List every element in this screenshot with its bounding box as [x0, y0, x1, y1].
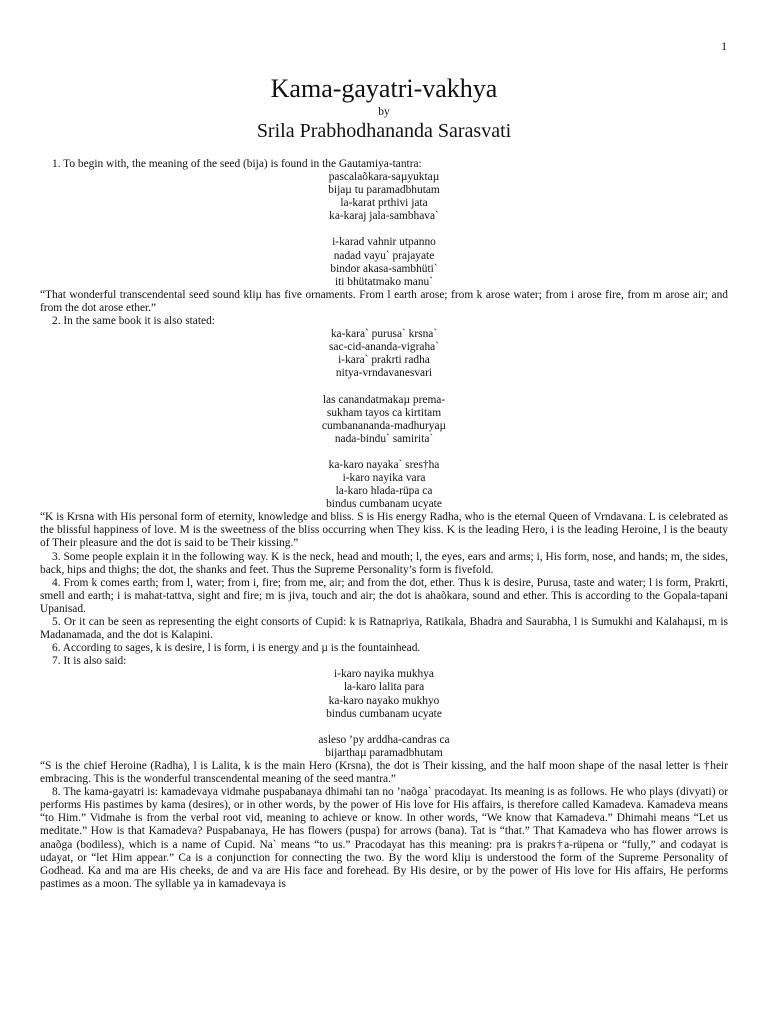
- numbered-paragraph: 2. In the same book it is also stated:: [52, 315, 215, 328]
- verse-line: ka-karaj jala-sambhava`: [329, 210, 439, 223]
- verse-line: i-karad vahnir utpanno: [332, 236, 436, 249]
- verse-line: ka-karo nayako mukhyo: [328, 694, 440, 707]
- page-number: 1: [721, 41, 727, 53]
- numbered-paragraph: 4. From k comes earth; from l, water; from i, fire; from me, air; and from the dot, ether. Thus k is desire, Purusa, taste and water; l is form, Prakrti, smell and earth; i is mahat-tattva, sight and fire; m is jiva, touch and air; the dot is ahaõkara, sound and ether. This is according to the Gopala-tapani Upanisad.: [40, 576, 728, 615]
- verse-line: i-karo nayika vara: [342, 471, 426, 484]
- verse-line: bindor akasa-sambhüti`: [330, 262, 438, 275]
- numbered-paragraph: 6. According to sages, k is desire, l is form, i is energy and µ is the fountainhead.: [52, 642, 421, 655]
- stanza-gap: [40, 721, 728, 734]
- verse-line: i-kara` prakrti radha: [338, 354, 430, 367]
- numbered-paragraph: 1. To begin with, the meaning of the seed (bija) is found in the Gautamiya-tantra:: [52, 158, 422, 170]
- quote-paragraph: “S is the chief Heroine (Radha), l is Lalita, k is the main Hero (Krsna), the dot is Their kissing, and the half moon shape of the nasal letter is †heir embracing. This is the wonderful transcendental meaning of the seed mantra.”: [40, 759, 728, 786]
- numbered-paragraph: 5. Or it can be seen as representing the eight consorts of Cupid: k is Ratnapriya, Ratikala, Bhadra and Saurabha, l is Sumukhi and Kalahaµsi, m is Madanamada, and the dot is Kalapini.: [40, 616, 728, 642]
- verse-line: bindus cumbanam ucyate: [326, 707, 442, 720]
- byline: by: [378, 106, 390, 118]
- verse-line: pascalaõkara-saµyuktaµ: [328, 171, 440, 184]
- verse-line: ka-kara` purusa` krsna`: [330, 328, 438, 341]
- verse-line: bijaµ tu paramadbhutam: [328, 184, 440, 197]
- verse-line: la-karo hlada-rüpa ca: [335, 485, 433, 498]
- verse-line: sac-cid-ananda-vigraha`: [328, 341, 440, 354]
- stanza-gap: [40, 223, 728, 236]
- verse-line: i-karo nayika mukhya: [334, 668, 434, 681]
- verse-line: nitya-vrndavanesvari: [335, 367, 433, 380]
- stanza-gap: [40, 381, 728, 394]
- stanza-gap: [40, 446, 728, 459]
- numbered-paragraph: 7. It is also said:: [52, 655, 127, 668]
- verse-line: cumbanananda-madhuryaµ: [321, 419, 447, 432]
- verse-line: iti bhütatmako manu`: [334, 275, 434, 288]
- verse-line: ka-karo nayaka` sres†ha: [328, 458, 440, 471]
- numbered-paragraph: 3. Some people explain it in the following way. K is the neck, head and mouth; l, the eyes, ears and arms; i, His form, nose, and hands; m, the sides, back, hips and thighs; the dot, the shanks and feet. Thus the Supreme Personality’s form is fivefold.: [40, 550, 728, 576]
- quote-paragraph: “That wonderful transcendental seed sound kliµ has five ornaments. From l earth arose; from k arose water; from i arose fire, from m arose air; and from the dot arose ether.”: [40, 288, 728, 314]
- verse-line: sukham tayos ca kirtitam: [326, 406, 442, 419]
- verse-line: la-karo lalita para: [343, 681, 425, 694]
- verse-line: nada-bindu` samirita`: [334, 432, 434, 445]
- author-name: Srila Prabhodhananda Sarasvati: [256, 120, 512, 142]
- numbered-paragraph: 8. The kama-gayatri is: kamadevaya vidmahe puspabanaya dhimahi tan no ’naõga` pracodayat. Its meaning is as follows. He who plays (divyati) or performs His pastimes by kama (desires), or in other words, by the power of His love for His affairs, is therefore called Kamadeva. Kamadeva means “to Him.” Vidmahe is from the verbal root vid, meaning to achieve or know. In other words, “We know that Kamadeva.” Dhimahi means “Let us meditate.” How is that Kamadeva? Puspabanaya, He has flowers (puspa) for arrows (bana). Tat is “that.” That Kamadeva who has flower arrows is anaõga (bodiless), which is a name of Cupid. Na` means “to us.” Pracodayat has this meaning: pra is prakrs†a-rüpena or “fully,” and codayat is udayat, or “let Him appear.” Ca is a conjunction for connecting the two. By the word kliµ is understood the form of the Supreme Personality of Godhead. Ka and ma are His cheeks, de and va are His face and forehead. By His desire, or by the power of His love for His affairs, He performs pastimes as a moon. The syllable ya in kamadevaya is: [40, 786, 728, 890]
- verse-line: la-karat prthivi jata: [340, 197, 428, 210]
- verse-line: las canandatmakaµ prema-: [322, 393, 446, 406]
- verse-line: nadad vayu` prajayate: [333, 249, 435, 262]
- verse-line: bijarthaµ paramadbhutam: [325, 746, 443, 759]
- verse-line: bindus cumbanam ucyate: [326, 498, 442, 511]
- document-body: [40, 158, 728, 891]
- verse-line: asleso ’py arddha-candras ca: [318, 733, 450, 746]
- quote-paragraph: “K is Krsna with His personal form of eternity, knowledge and bliss. S is His energy Radha, who is the eternal Queen of Vrndavana. L is celebrated as the blissful happiness of love. M is the sweetness of the bliss occurring when They kiss. K is the leading Hero, i is the leading Heroine, l is the beauty of Their pleasure and the dot is said to be Their kissing.”: [40, 511, 728, 550]
- document-title: Kama-gayatri-vakhya: [270, 74, 498, 103]
